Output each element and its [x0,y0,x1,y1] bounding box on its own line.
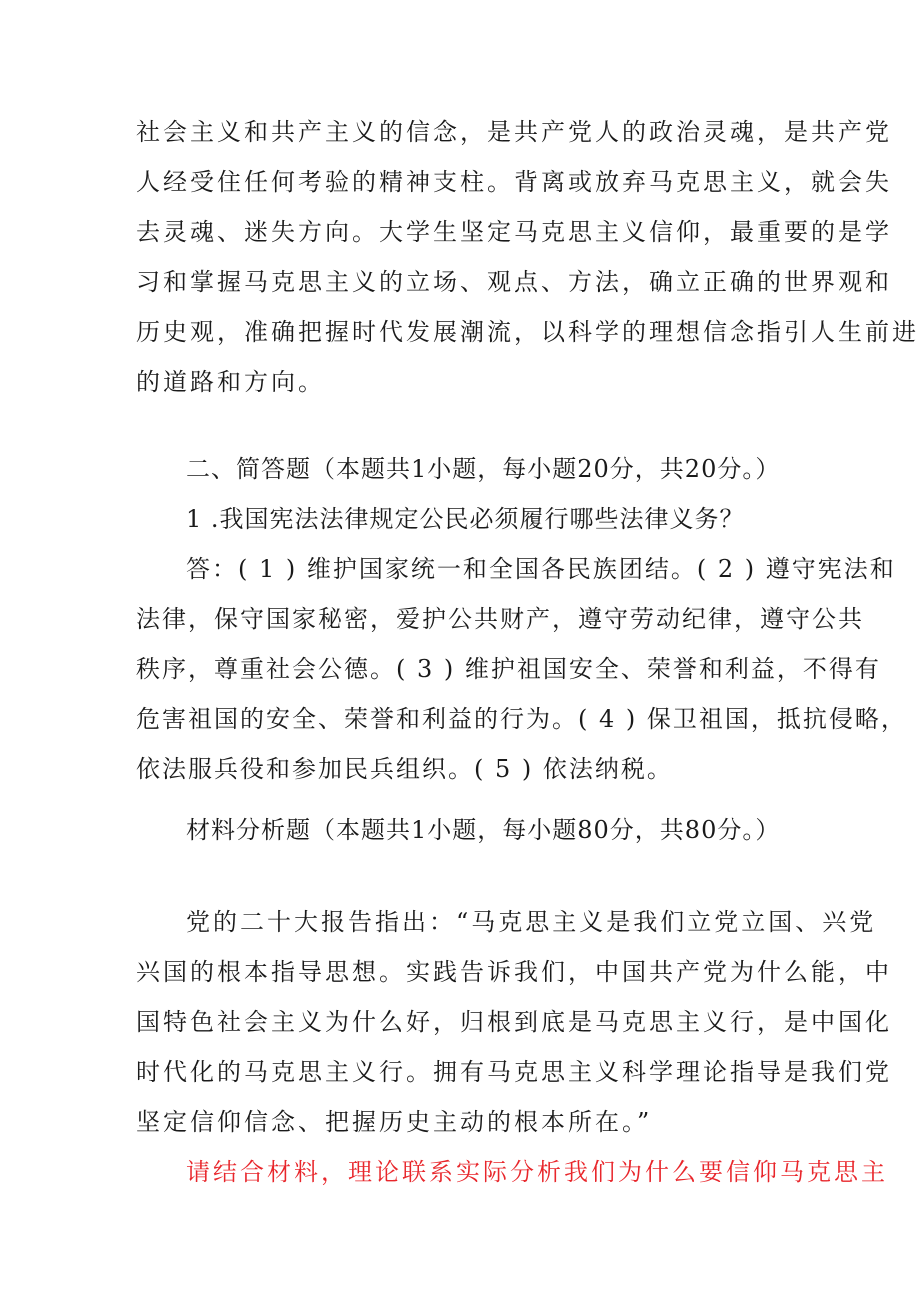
section3-heading: 材料分析题（本题共1小题，每小题80分，共80分。） [186,816,781,844]
section2-heading: 二、简答题（本题共1小题，每小题20分，共20分。） [186,455,781,483]
intro-line-1: 社会主义和共产主义的信念，是共产党人的政治灵魂，是共产党 [136,118,892,146]
intro-line-4: 习和掌握马克思主义的立场、观点、方法，确立正确的世界观和 [136,268,892,296]
intro-line-2: 人经受住任何考验的精神支柱。背离或放弃马克思主义，就会失 [136,168,892,196]
answer-line-5: 依法服兵役和参加民兵组织。( 5 ) 依法纳税。 [136,755,673,783]
intro-line-3: 去灵魂、迷失方向。大学生坚定马克思主义信仰，最重要的是学 [136,218,892,246]
material-line-2: 兴国的根本指导思想。实践告诉我们，中国共产党为什么能，中 [136,958,892,986]
material-line-3: 国特色社会主义为什么好，归根到底是马克思主义行，是中国化 [136,1008,892,1036]
material-line-5: 坚定信仰信念、把握历史主动的根本所在。” [136,1108,653,1136]
answer-line-2: 法律，保守国家秘密，爱护公共财产，遵守劳动纪律，遵守公共 [136,605,864,633]
answer-line-1: 答：( 1 ) 维护国家统一和全国各民族团结。( 2 ) 遵守宪法和 [186,555,896,583]
material-line-4: 时代化的马克思主义行。拥有马克思主义科学理论指导是我们党 [136,1058,892,1086]
intro-line-6: 的道路和方向。 [136,368,325,396]
question-1: 1 .我国宪法法律规定公民必须履行哪些法律义务？ [186,505,745,533]
analysis-prompt: 请结合材料，理论联系实际分析我们为什么要信仰马克思主 [186,1158,888,1186]
material-line-1: 党的二十大报告指出：“马克思主义是我们立党立国、兴党 [186,908,877,936]
answer-line-3: 秩序，尊重社会公德。( 3 ) 维护祖国安全、荣誉和利益，不得有 [136,655,881,683]
answer-line-4: 危害祖国的安全、荣誉和利益的行为。( 4 ) 保卫祖国，抵抗侵略， [136,705,907,733]
intro-line-5: 历史观，准确把握时代发展潮流，以科学的理想信念指引人生前进 [136,318,919,346]
